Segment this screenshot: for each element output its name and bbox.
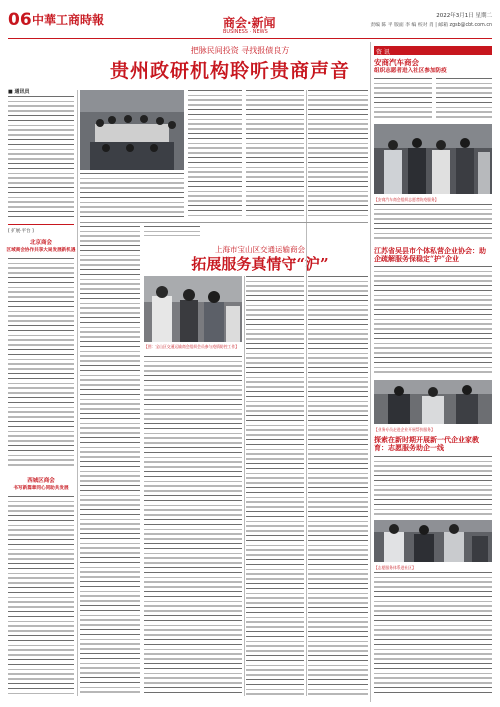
main-story-photo (80, 90, 184, 170)
section-title: 商会·新闻 (223, 16, 276, 30)
main-story-bottom-rule (80, 222, 368, 223)
right-item1-text-c (374, 204, 492, 242)
left-item2-subtitle: 书写新篇章同心同助共发展 (13, 486, 69, 491)
left-item1-subtitle: 区域商会协作共享大局发展新机遇 (6, 248, 76, 253)
meeting-room-photo (80, 90, 184, 170)
right-item1-text-b (436, 78, 492, 120)
editor-credits: 责编 陈 平 版面 李 编 校对 肖 | 邮箱 zgsb@cbt.com.cn (370, 23, 492, 28)
main-kicker: 把脉民间投资 寻找报债良方 (190, 46, 290, 55)
main-headline: 贵州政研机构聆听贵商声音 (109, 60, 350, 82)
left-item1-title: 北京商会 (29, 240, 52, 246)
main-story-text-col1 (8, 96, 74, 218)
left-item2-text (8, 496, 74, 696)
volunteer-group-photo (374, 124, 492, 194)
issue-date: 2022年3月1日 星期二 (436, 13, 492, 19)
community-service-photo (374, 520, 492, 562)
right-item1-title: 安商汽车商会 (374, 58, 419, 67)
right-item1-text-a (374, 78, 432, 120)
page-number: 06 (8, 10, 32, 30)
right-item2-text (374, 266, 492, 376)
right-column-tag: 资 讯 (376, 49, 390, 56)
main-story-text-col3 (246, 90, 304, 218)
right-item1-photo (374, 124, 492, 194)
left-column-tag: [ 扩展·平台 ] (8, 229, 34, 234)
left-divider (8, 224, 74, 225)
main-story-text-col4 (308, 90, 368, 218)
left-item1-text (8, 258, 74, 468)
column-rule-2 (244, 276, 245, 696)
middle-story-text-col3 (308, 276, 368, 696)
right-item3-text-b (374, 572, 492, 696)
right-item3-photo (374, 520, 492, 562)
page-header (8, 8, 492, 39)
middle-story-text-col2 (246, 276, 304, 696)
middle-story-photo (144, 276, 242, 342)
continuation-text-col2 (144, 226, 200, 236)
right-item1-caption: 【安商汽车商会组织志愿者防疫服务】 (374, 197, 439, 202)
column-rule-3 (306, 90, 307, 696)
continuation-text-col1 (80, 226, 140, 696)
column-rule-1 (77, 90, 78, 696)
middle-kicker: 上海市宝山区交通运输商会 (215, 245, 305, 254)
paper-name: 中華工商時報 (32, 13, 105, 27)
volunteers-photo (144, 276, 242, 342)
right-item3-caption: 【志愿服务体系进社区】 (374, 565, 416, 570)
middle-headline: 拓展服务真情守“沪” (191, 255, 329, 273)
right-item2-photo (374, 380, 492, 424)
right-item1-subtitle: 组织志愿者进入社区参加防疫 (374, 68, 447, 74)
right-item2-caption: 【业务专员走进企业开展帮扶服务】 (374, 427, 435, 432)
main-story-text-col2 (188, 90, 242, 218)
right-item3-text-a (374, 456, 492, 516)
middle-story-text-col1 (144, 356, 242, 696)
main-photo-caption-lines (80, 173, 184, 218)
section-title-en: BUSINESS · NEWS (223, 29, 268, 35)
left-item2-title: 西城区商会 (27, 478, 55, 484)
right-column-tag-bar (374, 46, 492, 55)
right-item2-title: 江苏省吴县市个体私营企业协会：助企疏解服务保稳定“护”企业 (374, 246, 486, 263)
main-byline: ■ 通讯员 (8, 89, 30, 95)
right-item3-title: 探索在新时期开展新一代企业家教育：志愿服务助企一线 (374, 435, 479, 452)
middle-photo-caption: 【图：宝山区交通运输商会组织会员参与疫情防控工作】 (144, 344, 239, 349)
enterprise-visit-photo (374, 380, 492, 424)
right-column-rule (370, 42, 371, 702)
